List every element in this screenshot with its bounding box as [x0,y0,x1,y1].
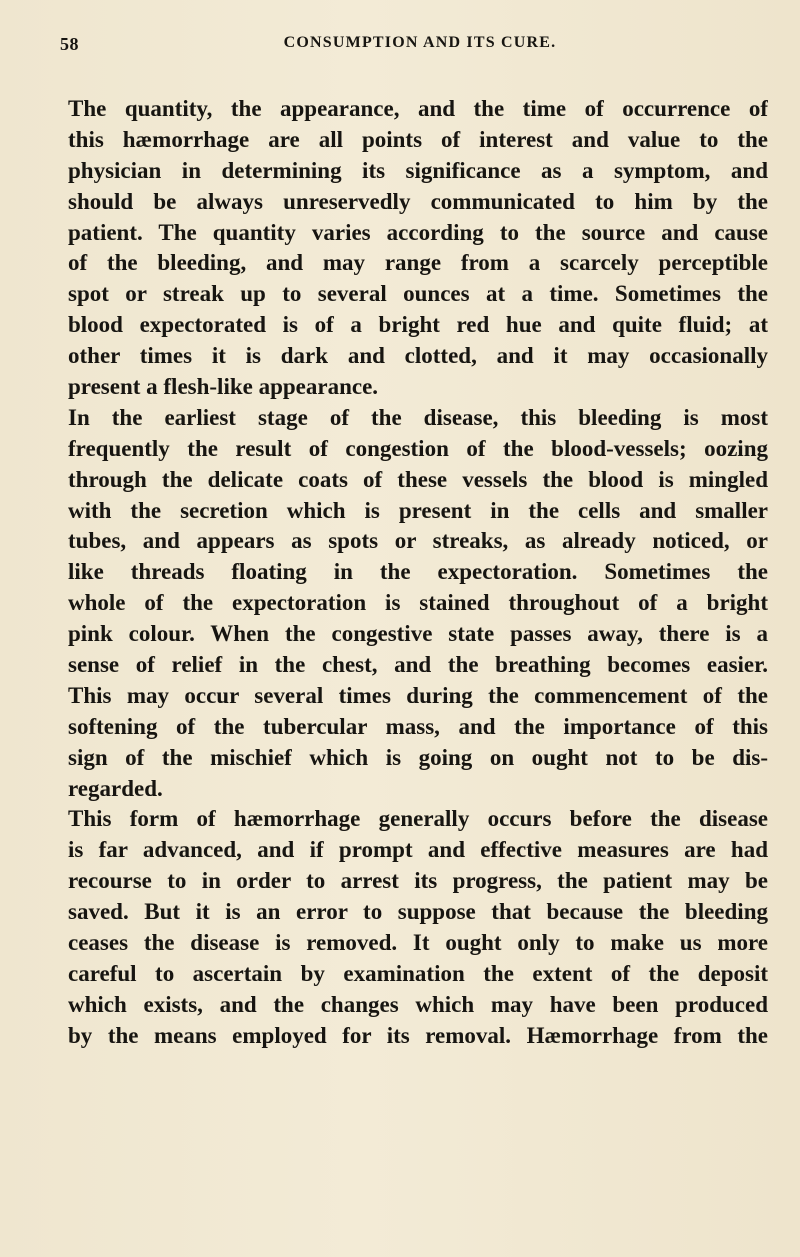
text-line: by the means employed for its removal. Hæmorrhage from the [68,1022,768,1048]
text-line: This form of hæmorrhage generally occurs before the disease [68,806,768,832]
text-line: sense of relief in the chest, and the breathing becomes easier. [68,652,768,678]
text-line: sign of the mischief which is going on ought not to be dis- [68,744,768,770]
text-line: of the bleeding, and may range from a scarcely perceptible [68,250,768,276]
text-line: is far advanced, and if prompt and effective measures are had [68,837,768,863]
text-line: this hæmorrhage are all points of interest and value to the [68,126,768,152]
text-line: which exists, and the changes which may have been produced [68,991,768,1017]
page-header [60,34,780,68]
text-line: tubes, and appears as spots or streaks, as already noticed, or [68,528,768,554]
text-line: frequently the result of congestion of the blood-vessels; oozing [68,435,768,461]
text-line: regarded. [68,775,163,801]
text-line: recourse to in order to arrest its progress, the patient may be [68,868,768,894]
text-line: This may occur several times during the commencement of the [68,682,768,708]
text-line: other times it is dark and clotted, and it may occasionally [68,343,768,369]
text-line: like threads floating in the expectoration. Sometimes the [68,559,768,585]
text-line: careful to ascertain by examination the extent of the deposit [68,960,768,986]
text-line: should be always unreservedly communicated to him by the [68,188,768,214]
text-line: through the delicate coats of these vessels the blood is mingled [68,466,768,492]
text-line: blood expectorated is of a bright red hue and quite fluid; at [68,312,768,338]
text-line: In the earliest stage of the disease, this bleeding is most [68,404,768,430]
text-line: ceases the disease is removed. It ought only to make us more [68,930,768,956]
text-line: physician in determining its significance as a symptom, and [68,157,768,183]
text-line: whole of the expectoration is stained throughout of a bright [68,590,768,616]
text-line: with the secretion which is present in the cells and smaller [68,497,768,523]
body-text [68,94,768,1052]
running-title: CONSUMPTION AND ITS CURE. [283,34,557,51]
text-line: pink colour. When the congestive state passes away, there is a [68,621,768,647]
text-line: softening of the tubercular mass, and the importance of this [68,713,768,739]
text-line: present a flesh-like appearance. [68,374,379,400]
text-line: saved. But it is an error to suppose that because the bleeding [68,899,768,925]
text-line: patient. The quantity varies according to the source and cause [68,219,768,245]
text-line: The quantity, the appearance, and the time of occurrence of [68,96,768,121]
text-line: spot or streak up to several ounces at a time. Sometimes the [68,281,768,307]
page-number: 58 [60,34,79,54]
